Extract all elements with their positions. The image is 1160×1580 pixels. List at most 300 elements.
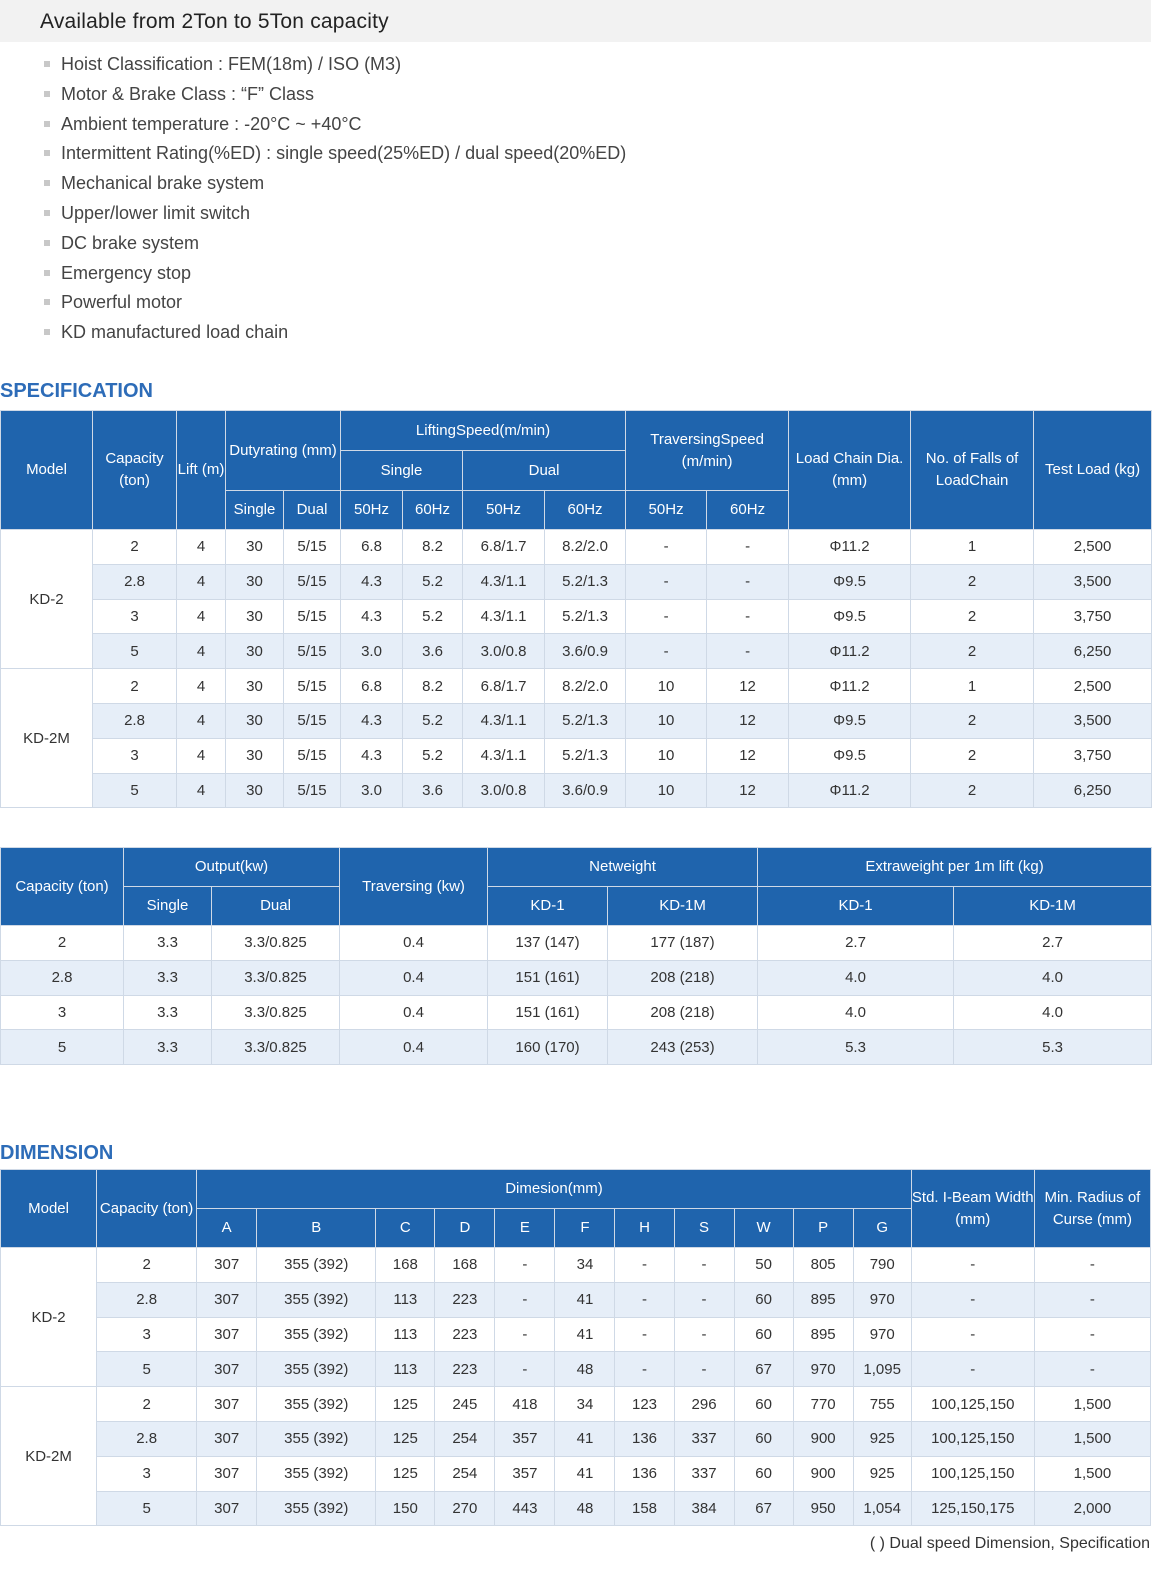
th-dim-letter: B [257, 1209, 376, 1248]
table-cell: 357 [495, 1421, 555, 1456]
table-cell: 3.6 [403, 773, 463, 808]
table-row [1, 738, 1152, 773]
table-cell: 10 [626, 669, 707, 704]
bullet-icon [44, 240, 50, 246]
model-cell: KD-2M [1, 669, 93, 808]
table-cell: 970 [853, 1282, 911, 1317]
output-weight-table [0, 847, 1152, 1065]
table-cell: 4 [177, 773, 226, 808]
feature-item [44, 80, 626, 110]
table-cell: Φ11.2 [789, 530, 911, 565]
table-cell: 6.8/1.7 [463, 669, 545, 704]
table-row [1, 1421, 1151, 1456]
table-cell: 30 [226, 634, 284, 669]
feature-item [44, 288, 626, 318]
table-cell: 6.8 [341, 669, 403, 704]
table-cell: 355 (392) [257, 1456, 376, 1491]
table-cell: 2,000 [1034, 1491, 1150, 1526]
feature-text: Mechanical brake system [61, 173, 265, 194]
bullet-icon [44, 180, 50, 186]
table-cell: 3.3 [124, 1030, 212, 1065]
table-row [1, 634, 1152, 669]
table-cell: 2.8 [97, 1282, 197, 1317]
table-cell: 3,500 [1034, 703, 1152, 738]
table-cell: 296 [674, 1387, 734, 1422]
table-cell: 8.2/2.0 [545, 669, 626, 704]
th-lift: Lift (m) [177, 411, 226, 530]
table-cell: 208 (218) [608, 995, 758, 1030]
table-cell: - [674, 1248, 734, 1283]
table-cell: 243 (253) [608, 1030, 758, 1065]
table-cell: 3,500 [1034, 564, 1152, 599]
table-cell: 50 [734, 1248, 793, 1283]
table-cell: 418 [495, 1387, 555, 1422]
th-60hz: 60Hz [707, 491, 789, 530]
table-cell: 4.3 [341, 738, 403, 773]
table-row [1, 1248, 1151, 1283]
footnote: ( ) Dual speed Dimension, Specification [869, 1535, 1150, 1552]
table-cell: 125 [376, 1421, 435, 1456]
th-dim-letter: G [853, 1209, 911, 1248]
table-cell: 355 (392) [257, 1387, 376, 1422]
table-cell: 384 [674, 1491, 734, 1526]
table-cell: 2.8 [93, 703, 177, 738]
th-traversing-speed: TraversingSpeed (m/min) [626, 411, 789, 491]
table-cell: 208 (218) [608, 960, 758, 995]
table-cell: 6,250 [1034, 634, 1152, 669]
table-cell: 113 [376, 1317, 435, 1352]
table-cell: 34 [555, 1387, 615, 1422]
table-cell: 2.8 [93, 564, 177, 599]
table-cell: 270 [435, 1491, 495, 1526]
table-cell: 60 [734, 1317, 793, 1352]
table-cell: - [615, 1317, 674, 1352]
th-net-kd1: KD-1 [488, 887, 608, 926]
table-cell: 900 [793, 1421, 853, 1456]
table-cell: 8.2/2.0 [545, 530, 626, 565]
table-cell: 3,750 [1034, 599, 1152, 634]
title-band [0, 0, 1151, 42]
bullet-icon [44, 91, 50, 97]
th-ibeam: Std. I-Beam Width (mm) [911, 1170, 1034, 1248]
feature-text: Powerful motor [61, 292, 183, 313]
table-cell: 2.7 [758, 926, 954, 961]
table-cell: 30 [226, 599, 284, 634]
table-cell: 2 [1, 926, 124, 961]
feature-text: Hoist Classification : FEM(18m) / ISO (M3) [61, 54, 402, 74]
table-cell: 168 [435, 1248, 495, 1283]
table-cell: 6,250 [1034, 773, 1152, 808]
table-cell: 245 [435, 1387, 495, 1422]
th-dim-letter: P [793, 1209, 853, 1248]
th-dim-letter: C [376, 1209, 435, 1248]
table-cell: 136 [615, 1456, 674, 1491]
table-cell: 443 [495, 1491, 555, 1526]
th-60hz: 60Hz [403, 491, 463, 530]
table-cell: - [626, 634, 707, 669]
table-cell: Φ9.5 [789, 564, 911, 599]
table-cell: 137 (147) [488, 926, 608, 961]
table-cell: 5.2/1.3 [545, 703, 626, 738]
table-cell: 2 [911, 599, 1034, 634]
table-cell: 3.6/0.9 [545, 634, 626, 669]
table-cell: 4.0 [954, 995, 1152, 1030]
table-cell: 1,054 [853, 1491, 911, 1526]
table-cell: 0.4 [340, 1030, 488, 1065]
feature-text: Motor & Brake Class : “F” Class [61, 83, 315, 104]
table-cell: 8.2 [403, 530, 463, 565]
table-cell: 100,125,150 [911, 1387, 1034, 1422]
table-cell: - [911, 1282, 1034, 1317]
table-cell: 41 [555, 1421, 615, 1456]
table-cell: 805 [793, 1248, 853, 1283]
feature-item [44, 259, 626, 289]
table-cell: 3.0/0.8 [463, 634, 545, 669]
table-cell: 4 [177, 599, 226, 634]
table-cell: 3.3 [124, 926, 212, 961]
table-cell: 151 (161) [488, 995, 608, 1030]
table-cell: 223 [435, 1352, 495, 1387]
table-cell: 3 [93, 738, 177, 773]
th-dim-letter: F [555, 1209, 615, 1248]
table-cell: 125,150,175 [911, 1491, 1034, 1526]
specification-title: SPECIFICATION [0, 380, 153, 402]
feature-text: Upper/lower limit switch [61, 202, 251, 223]
table-cell: 925 [853, 1456, 911, 1491]
table-cell: 41 [555, 1282, 615, 1317]
table-cell: 2.7 [954, 926, 1152, 961]
table-cell: 1 [911, 669, 1034, 704]
table-cell: 5 [1, 1030, 124, 1065]
table-row [1, 773, 1152, 808]
table-cell: 10 [626, 738, 707, 773]
table-cell: 307 [197, 1491, 257, 1526]
th-chain-dia: Load Chain Dia.(mm) [789, 411, 911, 530]
table-cell: 5/15 [284, 564, 341, 599]
table-cell: 3 [93, 599, 177, 634]
table-cell: Φ9.5 [789, 738, 911, 773]
table-cell: 125 [376, 1387, 435, 1422]
table-cell: 4.0 [954, 960, 1152, 995]
th-dimension: Dimesion(mm) [197, 1170, 912, 1209]
table-cell: 2.8 [97, 1421, 197, 1456]
table-cell: Φ9.5 [789, 599, 911, 634]
table-cell: 5.3 [758, 1030, 954, 1065]
table-cell: 357 [495, 1456, 555, 1491]
table-cell: 1,500 [1034, 1456, 1150, 1491]
table-cell: 5/15 [284, 738, 341, 773]
table-cell: 3.0 [341, 773, 403, 808]
table-cell: 48 [555, 1491, 615, 1526]
table-cell: 337 [674, 1456, 734, 1491]
table-cell: 223 [435, 1282, 495, 1317]
table-cell: 2 [911, 738, 1034, 773]
table-row [1, 530, 1152, 565]
table-cell: 123 [615, 1387, 674, 1422]
table-cell: 5.2 [403, 738, 463, 773]
feature-text: KD manufactured load chain [61, 322, 289, 343]
table-row [1, 1456, 1151, 1491]
table-cell: 307 [197, 1421, 257, 1456]
table-cell: - [911, 1352, 1034, 1387]
th-50hz: 50Hz [626, 491, 707, 530]
table-cell: 970 [853, 1317, 911, 1352]
table-cell: 5.2 [403, 703, 463, 738]
table-cell: 5/15 [284, 634, 341, 669]
table-cell: 30 [226, 738, 284, 773]
table-cell: 168 [376, 1248, 435, 1283]
table-cell: 3.6 [403, 634, 463, 669]
table-cell: - [674, 1352, 734, 1387]
bullet-icon [44, 61, 50, 67]
table-cell: 160 (170) [488, 1030, 608, 1065]
table-cell: 355 (392) [257, 1491, 376, 1526]
table-cell: 5/15 [284, 669, 341, 704]
table-cell: 67 [734, 1352, 793, 1387]
table-cell: 67 [734, 1491, 793, 1526]
table-cell: 3 [97, 1317, 197, 1352]
table-cell: 150 [376, 1491, 435, 1526]
table-cell: 60 [734, 1421, 793, 1456]
table-cell: 307 [197, 1456, 257, 1491]
table-cell: 100,125,150 [911, 1421, 1034, 1456]
table-cell: 254 [435, 1421, 495, 1456]
table-cell: 1,500 [1034, 1421, 1150, 1456]
table-row [1, 564, 1152, 599]
table-cell: 8.2 [403, 669, 463, 704]
table-cell: 895 [793, 1282, 853, 1317]
table-cell: 3.3/0.825 [212, 926, 340, 961]
table-cell: 925 [853, 1421, 911, 1456]
feature-text: Intermittent Rating(%ED) : single speed(25%ED) / dual speed(20%ED) [61, 143, 627, 164]
th-duty-dual: Dual [284, 491, 341, 530]
table-cell: 4.0 [758, 960, 954, 995]
table-row [1, 960, 1152, 995]
table-cell: 2.8 [1, 960, 124, 995]
table-cell: 223 [435, 1317, 495, 1352]
table-cell: 770 [793, 1387, 853, 1422]
table-row [1, 1387, 1151, 1422]
table-cell: 950 [793, 1491, 853, 1526]
th-lifting-speed: LiftingSpeed(m/min) [341, 411, 626, 451]
feature-text: Emergency stop [61, 262, 192, 283]
page-title: Available from 2Ton to 5Ton capacity [40, 10, 389, 33]
th-output-dual: Dual [212, 887, 340, 926]
th-net-kd1m: KD-1M [608, 887, 758, 926]
table-cell: 2 [911, 634, 1034, 669]
table-cell: 10 [626, 773, 707, 808]
table-cell: 4.3 [341, 599, 403, 634]
th-test-load: Test Load (kg) [1034, 411, 1152, 530]
table-cell: 5.2/1.3 [545, 738, 626, 773]
table-row [1, 599, 1152, 634]
table-cell: 4 [177, 530, 226, 565]
table-cell: 3.0 [341, 634, 403, 669]
table-cell: - [495, 1317, 555, 1352]
th-dim-letter: H [615, 1209, 674, 1248]
table-cell: 41 [555, 1317, 615, 1352]
th-60hz: 60Hz [545, 491, 626, 530]
table-row [1, 1317, 1151, 1352]
table-cell: 4 [177, 738, 226, 773]
th-extra-kd1m: KD-1M [954, 887, 1152, 926]
table-cell: Φ11.2 [789, 634, 911, 669]
th-50hz: 50Hz [463, 491, 545, 530]
table-cell: 355 (392) [257, 1282, 376, 1317]
feature-text: Ambient temperature : -20°C ~ +40°C [61, 113, 362, 134]
bullet-icon [44, 329, 50, 335]
table-cell: 3.6/0.9 [545, 773, 626, 808]
table-cell: - [626, 530, 707, 565]
table-cell: 30 [226, 703, 284, 738]
table-cell: 113 [376, 1352, 435, 1387]
table-cell: - [626, 599, 707, 634]
table-cell: 307 [197, 1352, 257, 1387]
table-cell: 30 [226, 669, 284, 704]
table-cell: - [1034, 1317, 1150, 1352]
th-capacity: Capacity (ton) [93, 411, 177, 530]
table-row [1, 926, 1152, 961]
table-cell: 177 (187) [608, 926, 758, 961]
table-cell: 5/15 [284, 773, 341, 808]
table-cell: 3.3/0.825 [212, 995, 340, 1030]
th-dim-letter: E [495, 1209, 555, 1248]
model-cell: KD-2M [1, 1387, 97, 1526]
th-output: Output(kw) [124, 848, 340, 887]
table-cell: 2 [911, 564, 1034, 599]
specification-table [0, 410, 1152, 808]
table-cell: 307 [197, 1387, 257, 1422]
table-cell: Φ9.5 [789, 703, 911, 738]
table-cell: 2 [97, 1248, 197, 1283]
table-cell: 3 [1, 995, 124, 1030]
feature-item [44, 110, 626, 140]
table-cell: 3.3/0.825 [212, 960, 340, 995]
feature-item [44, 229, 626, 259]
table-cell: 3,750 [1034, 738, 1152, 773]
th-duty: Dutyrating (mm) [226, 411, 341, 491]
table-cell: 2 [93, 669, 177, 704]
table-cell: 900 [793, 1456, 853, 1491]
table-cell: 12 [707, 703, 789, 738]
table-cell: 0.4 [340, 995, 488, 1030]
table-cell: - [911, 1248, 1034, 1283]
table-cell: 125 [376, 1456, 435, 1491]
table-cell: - [707, 634, 789, 669]
table-cell: 355 (392) [257, 1248, 376, 1283]
table-cell: - [1034, 1248, 1150, 1283]
bullet-icon [44, 121, 50, 127]
table-cell: 355 (392) [257, 1421, 376, 1456]
table-cell: - [674, 1317, 734, 1352]
dimension-title: DIMENSION [0, 1142, 114, 1164]
table-cell: 4.3/1.1 [463, 703, 545, 738]
table-cell: 48 [555, 1352, 615, 1387]
th-dim-letter: S [674, 1209, 734, 1248]
table-row [1, 995, 1152, 1030]
table-cell: 307 [197, 1317, 257, 1352]
table-cell: 2 [911, 773, 1034, 808]
table-cell: 6.8 [341, 530, 403, 565]
table-row [1, 669, 1152, 704]
table-cell: 895 [793, 1317, 853, 1352]
table-cell: 2,500 [1034, 530, 1152, 565]
dimension-table [0, 1169, 1151, 1526]
table-cell: 355 (392) [257, 1352, 376, 1387]
table-cell: 4.3/1.1 [463, 738, 545, 773]
table-cell: - [495, 1282, 555, 1317]
table-row [1, 1030, 1152, 1065]
table-cell: - [707, 599, 789, 634]
table-cell: 2 [97, 1387, 197, 1422]
table-cell: 113 [376, 1282, 435, 1317]
table-cell: 1,095 [853, 1352, 911, 1387]
th-dim-letter: W [734, 1209, 793, 1248]
table-cell: 5 [93, 773, 177, 808]
table-cell: 4 [177, 634, 226, 669]
table-row [1, 1282, 1151, 1317]
table-cell: 5/15 [284, 599, 341, 634]
table-cell: 0.4 [340, 926, 488, 961]
feature-item [44, 318, 626, 348]
th-netweight: Netweight [488, 848, 758, 887]
bullet-icon [44, 299, 50, 305]
table-cell: 3.3/0.825 [212, 1030, 340, 1065]
th-model: Model [1, 411, 93, 530]
table-cell: - [626, 564, 707, 599]
table-cell: 5/15 [284, 703, 341, 738]
table-cell: 12 [707, 669, 789, 704]
table-cell: 3 [97, 1456, 197, 1491]
table-cell: 5 [97, 1491, 197, 1526]
table-cell: 4.0 [758, 995, 954, 1030]
th-extra-kd1: KD-1 [758, 887, 954, 926]
table-cell: 5.3 [954, 1030, 1152, 1065]
table-cell: 4.3 [341, 703, 403, 738]
feature-list [44, 50, 626, 348]
table-cell: 2,500 [1034, 669, 1152, 704]
table-cell: 30 [226, 773, 284, 808]
table-cell: 136 [615, 1421, 674, 1456]
table-cell: 6.8/1.7 [463, 530, 545, 565]
table-cell: 12 [707, 738, 789, 773]
table-row [1, 1352, 1151, 1387]
table-cell: Φ11.2 [789, 773, 911, 808]
th-dim-letter: D [435, 1209, 495, 1248]
th-radius: Min. Radius of Curse (mm) [1034, 1170, 1150, 1248]
table-cell: - [674, 1282, 734, 1317]
table-cell: 1 [911, 530, 1034, 565]
table-cell: 5 [93, 634, 177, 669]
table-cell: 5.2/1.3 [545, 599, 626, 634]
feature-item [44, 169, 626, 199]
th-model: Model [1, 1170, 97, 1248]
table-cell: 1,500 [1034, 1387, 1150, 1422]
table-cell: 790 [853, 1248, 911, 1283]
table-cell: 5.2 [403, 599, 463, 634]
table-cell: 4 [177, 703, 226, 738]
table-cell: - [707, 564, 789, 599]
bullet-icon [44, 270, 50, 276]
table-cell: 254 [435, 1456, 495, 1491]
th-traversing: Traversing (kw) [340, 848, 488, 926]
table-cell: 60 [734, 1282, 793, 1317]
table-cell: 970 [793, 1352, 853, 1387]
table-cell: 12 [707, 773, 789, 808]
table-cell: 3.0/0.8 [463, 773, 545, 808]
table-cell: 4 [177, 564, 226, 599]
table-cell: - [1034, 1282, 1150, 1317]
